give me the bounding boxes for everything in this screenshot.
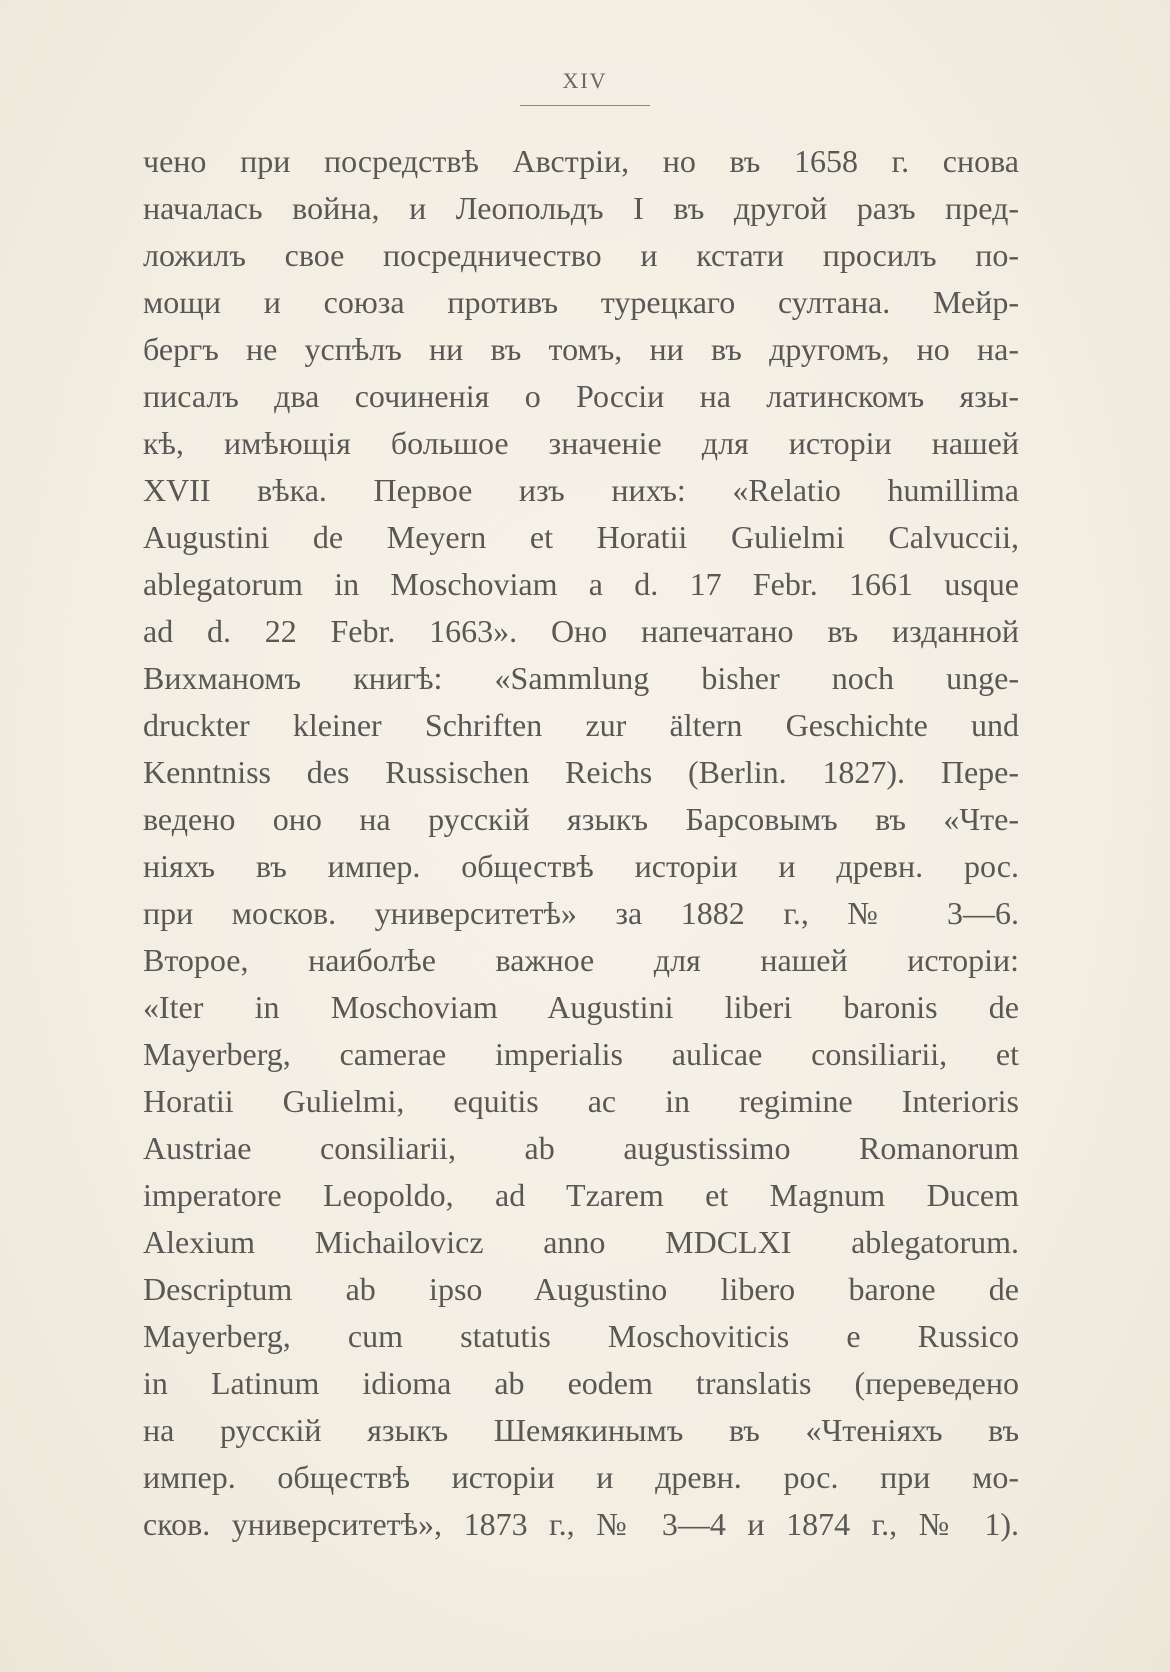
text-line: чено при посредствѣ Австріи, но въ 1658 г. снова <box>143 143 1019 179</box>
text-line: мощи и союза противъ турецкаго султана. Мейр- <box>143 284 1019 320</box>
text-line: импер. обществѣ исторіи и древн. рос. при мо- <box>143 1459 1019 1495</box>
text-line: бергъ не успѣлъ ни въ томъ, ни въ другомъ, но на- <box>143 331 1019 367</box>
text-line: началась война, и Леопольдъ I въ другой разъ пред- <box>143 190 1019 226</box>
text-line: сков. университетѣ», 1873 г., № 3—4 и 1874 г., № 1). <box>143 1506 1019 1542</box>
text-line: Alexium Michailovicz anno MDCLXI ablegatorum. <box>143 1224 1019 1260</box>
text-line: Mayerberg, cum statutis Moschoviticis e Russico <box>143 1318 1019 1354</box>
text-line: ніяхъ въ импер. обществѣ исторіи и древн. рос. <box>143 848 1019 884</box>
text-line: Augustini de Meyern et Horatii Gulielmi Calvuccii, <box>143 519 1019 555</box>
text-line: ложилъ свое посредничество и кстати просилъ по- <box>143 237 1019 273</box>
text-line: Mayerberg, camerae imperialis aulicae consiliarii, et <box>143 1036 1019 1072</box>
text-line: ведено оно на русскій языкъ Барсовымъ въ «Чте- <box>143 801 1019 837</box>
text-line: кѣ, имѣющія большое значеніе для исторіи нашей <box>143 425 1019 461</box>
text-line: Horatii Gulielmi, equitis ac in regimine Interioris <box>143 1083 1019 1119</box>
header-rule <box>520 105 650 106</box>
text-line: Austriae consiliarii, ab augustissimo Romanorum <box>143 1130 1019 1166</box>
text-line: Второе, наиболѣе важное для нашей исторіи: <box>143 942 1019 978</box>
text-line: на русскій языкъ Шемякинымъ въ «Чтеніяхъ въ <box>143 1412 1019 1448</box>
text-line: «Iter in Moschoviam Augustini liberi baronis de <box>143 989 1019 1025</box>
text-line: Вихманомъ книгѣ: «Sammlung bisher noch unge- <box>143 660 1019 696</box>
text-line: druckter kleiner Schriften zur ältern Geschichte und <box>143 707 1019 743</box>
text-line: писалъ два сочиненія о Россіи на латинскомъ язы- <box>143 378 1019 414</box>
text-line: ablegatorum in Moschoviam a d. 17 Febr. 1661 usque <box>143 566 1019 602</box>
text-line: in Latinum idioma ab eodem translatis (переведено <box>143 1365 1019 1401</box>
text-line: при москов. университетѣ» за 1882 г., № 3—6. <box>143 895 1019 931</box>
text-line: imperatore Leopoldo, ad Tzarem et Magnum Ducem <box>143 1177 1019 1213</box>
body-text <box>143 138 1019 1548</box>
text-line: Kenntniss des Russischen Reichs (Berlin. 1827). Пере- <box>143 754 1019 790</box>
text-line: Descriptum ab ipso Augustino libero barone de <box>143 1271 1019 1307</box>
text-line: ad d. 22 Febr. 1663». Оно напечатано въ изданной <box>143 613 1019 649</box>
text-line: XVII вѣка. Первое изъ нихъ: «Relatio humillima <box>143 472 1019 508</box>
page-number: XIV <box>562 68 608 93</box>
